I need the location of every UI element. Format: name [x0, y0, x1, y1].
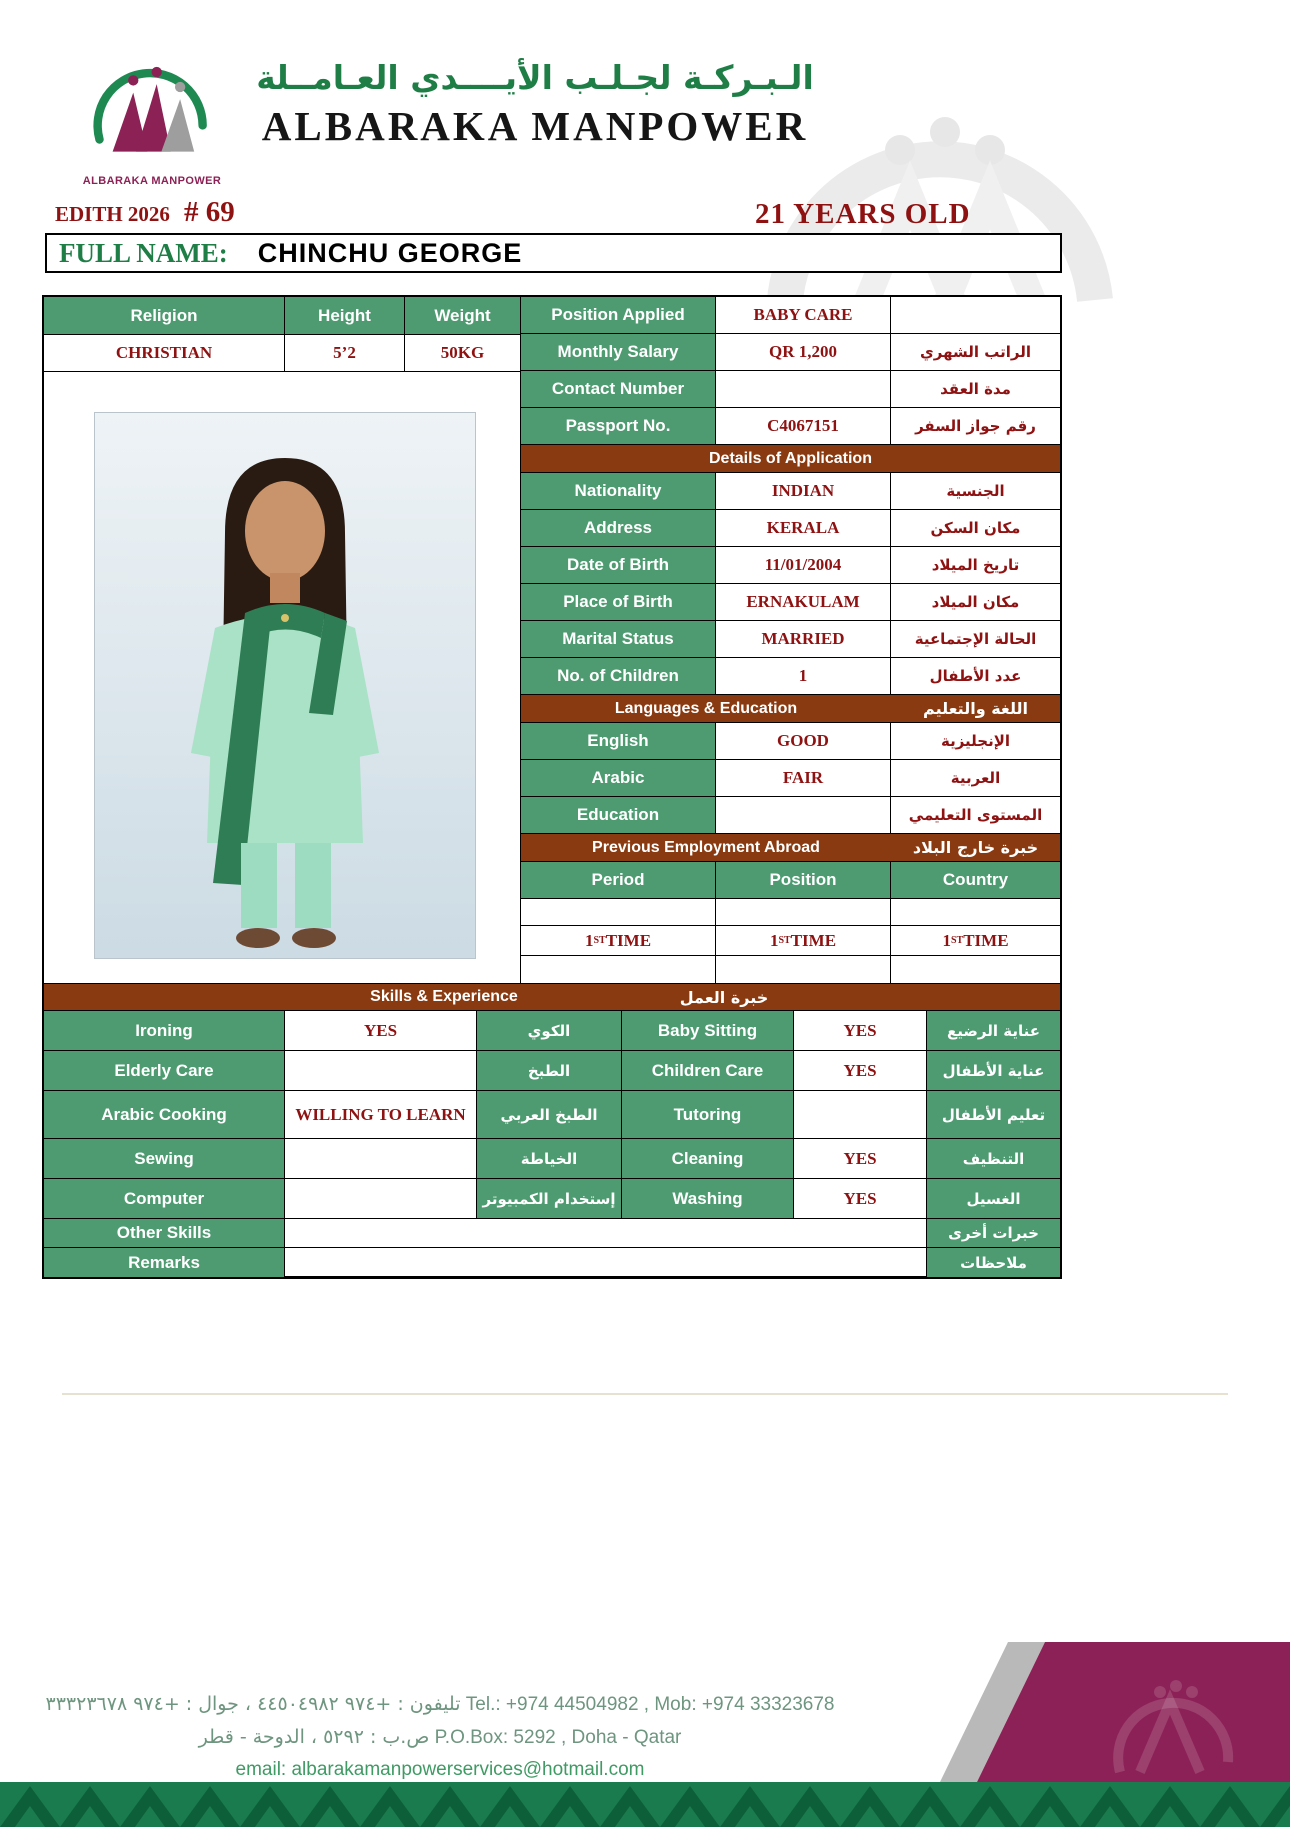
children-value: 1	[716, 658, 891, 695]
other-skills-value	[285, 1219, 927, 1248]
english-label: English	[521, 723, 716, 760]
arabic-cooking-label: Arabic Cooking	[44, 1091, 285, 1139]
header-titles	[235, 58, 835, 150]
details-of-application-banner: Details of Application	[521, 445, 1060, 473]
previous-employment-banner	[521, 834, 1060, 862]
sewing-label: Sewing	[44, 1139, 285, 1179]
elderly-care-arabic: الطبخ	[477, 1051, 622, 1091]
employment-empty-cell	[716, 899, 891, 926]
cleaning-label: Cleaning	[622, 1139, 794, 1179]
employment-empty-cell	[521, 956, 716, 983]
previous-employment-banner-ar: خبرة خارج البلاد	[912, 838, 1039, 857]
full-name-box	[45, 233, 1062, 273]
position-applied-label: Position Applied	[521, 297, 716, 334]
cleaning-value: YES	[794, 1139, 927, 1179]
employment-empty-cell	[521, 899, 716, 926]
first-time-period: 1 ST TIME	[521, 926, 716, 956]
corner-decoration	[820, 1642, 1290, 1782]
sewing-arabic: الخياطة	[477, 1139, 622, 1179]
education-value	[716, 797, 891, 834]
arabic-value: FAIR	[716, 760, 891, 797]
left-panel	[44, 297, 521, 983]
arabic-cooking-value: WILLING TO LEARN	[285, 1091, 477, 1139]
computer-arabic: إستخدام الكمبيوتر	[477, 1179, 622, 1219]
place-of-birth-label: Place of Birth	[521, 584, 716, 621]
footer-pobox-english: P.O.Box: 5292 , Doha - Qatar	[434, 1726, 682, 1748]
children-care-value: YES	[794, 1051, 927, 1091]
contact-number-value	[716, 371, 891, 408]
height-header: Height	[285, 297, 405, 335]
date-of-birth-value: 11/01/2004	[716, 547, 891, 584]
footer-pobox-line	[0, 1725, 880, 1751]
age-label: 21 YEARS OLD	[755, 198, 971, 230]
education-label: Education	[521, 797, 716, 834]
nationality-arabic: الجنسية	[891, 473, 1060, 510]
religion-header: Religion	[44, 297, 285, 335]
weight-value: 50KG	[405, 335, 520, 372]
company-logo	[72, 50, 232, 187]
weight-header: Weight	[405, 297, 520, 335]
position-header: Position	[716, 862, 891, 899]
footer-email: email: albarakamanpowerservices@hotmail.com	[235, 1759, 645, 1781]
monthly-salary-label: Monthly Salary	[521, 334, 716, 371]
address-arabic: مكان السكن	[891, 510, 1060, 547]
place-of-birth-value: ERNAKULAM	[716, 584, 891, 621]
ironing-value: YES	[285, 1011, 477, 1051]
fold-line	[62, 1393, 1228, 1395]
footer-phone-arabic: تليفون : +٩٧٤ ٤٤٥٠٤٩٨٢ ، جوال : +٩٧٤ ٣٣٣٢٣٦٧٨	[45, 1693, 461, 1715]
monthly-salary-value: QR 1,200	[716, 334, 891, 371]
date-of-birth-label: Date of Birth	[521, 547, 716, 584]
date-of-birth-arabic: تاريخ الميلاد	[891, 547, 1060, 584]
arabic-arabic: العربية	[891, 760, 1060, 797]
tutoring-value	[794, 1091, 927, 1139]
passport-no-arabic: رقم جواز السفر	[891, 408, 1060, 445]
applicant-photo	[94, 412, 476, 959]
address-label: Address	[521, 510, 716, 547]
tutoring-arabic: تعليم الأطفال	[927, 1091, 1060, 1139]
nationality-value: INDIAN	[716, 473, 891, 510]
previous-employment-banner-en: Previous Employment Abroad	[592, 838, 820, 856]
other-skills-arabic: خبرات أخرى	[927, 1219, 1060, 1248]
period-header: Period	[521, 862, 716, 899]
contact-number-arabic: مدة العقد	[891, 371, 1060, 408]
english-arabic: الإنجليزية	[891, 723, 1060, 760]
first-time-country: 1 ST TIME	[891, 926, 1060, 956]
elderly-care-label: Elderly Care	[44, 1051, 285, 1091]
footer-contact	[0, 1692, 880, 1790]
baby-sitting-arabic: عناية الرضيع	[927, 1011, 1060, 1051]
baby-sitting-label: Baby Sitting	[622, 1011, 794, 1051]
full-name-label: FULL NAME:	[59, 237, 228, 268]
children-care-label: Children Care	[622, 1051, 794, 1091]
remarks-arabic: ملاحظات	[927, 1248, 1060, 1277]
children-care-arabic: عناية الأطفال	[927, 1051, 1060, 1091]
english-value: GOOD	[716, 723, 891, 760]
children-label: No. of Children	[521, 658, 716, 695]
zigzag-border	[0, 1782, 1290, 1827]
arabic-cooking-arabic: الطبخ العربي	[477, 1091, 622, 1139]
tutoring-label: Tutoring	[622, 1091, 794, 1139]
application-table	[42, 295, 1062, 1279]
contact-number-label: Contact Number	[521, 371, 716, 408]
computer-value	[285, 1179, 477, 1219]
skills-experience-banner	[44, 983, 1060, 1011]
country-header: Country	[891, 862, 1060, 899]
marital-status-label: Marital Status	[521, 621, 716, 658]
other-skills-label: Other Skills	[44, 1219, 285, 1248]
remarks-label: Remarks	[44, 1248, 285, 1277]
footer-phone-line	[0, 1692, 880, 1718]
remarks-value	[285, 1248, 927, 1277]
passport-no-label: Passport No.	[521, 408, 716, 445]
company-logo-icon	[77, 50, 227, 168]
languages-education-banner-ar: اللغة والتعليم	[923, 699, 1028, 718]
place-of-birth-arabic: مكان الميلاد	[891, 584, 1060, 621]
background-watermark	[740, 0, 1170, 330]
passport-no-value: C4067151	[716, 408, 891, 445]
languages-education-banner	[521, 695, 1060, 723]
candidate-number: # 69	[183, 196, 235, 228]
marital-status-arabic: الحالة الإجتماعية	[891, 621, 1060, 658]
height-value: 5’2	[285, 335, 405, 372]
reference-line	[55, 196, 235, 229]
skills-experience-banner-ar: خبرة العمل	[679, 987, 769, 1007]
education-arabic: المستوى التعليمي	[891, 797, 1060, 834]
washing-arabic: الغسيل	[927, 1179, 1060, 1219]
footer-phone-english: Tel.: +974 44504982 , Mob: +974 33323678	[465, 1694, 835, 1715]
skills-experience-banner-en: Skills & Experience	[370, 988, 518, 1005]
elderly-care-value	[285, 1051, 477, 1091]
marital-status-value: MARRIED	[716, 621, 891, 658]
photo-area	[44, 372, 520, 983]
arabic-company-title: الـبـركـة لجـلـب الأيــــدي العـامــلة	[256, 58, 814, 97]
employment-empty-cell	[891, 956, 1060, 983]
footer-pobox-arabic: ص.ب : ٥٢٩٢ ، الدوحة - قطر	[198, 1725, 430, 1748]
children-arabic: عدد الأطفال	[891, 658, 1060, 695]
employment-empty-cell	[891, 899, 1060, 926]
position-applied-arabic	[891, 297, 1060, 334]
languages-education-banner-en: Languages & Education	[614, 699, 798, 717]
washing-label: Washing	[622, 1179, 794, 1219]
employment-empty-cell	[716, 956, 891, 983]
logo-caption: ALBARAKA MANPOWER	[82, 175, 222, 187]
full-name-value: CHINCHU GEORGE	[257, 237, 523, 268]
arabic-label: Arabic	[521, 760, 716, 797]
nationality-label: Nationality	[521, 473, 716, 510]
cleaning-arabic: التنظيف	[927, 1139, 1060, 1179]
first-time-position: 1 ST TIME	[716, 926, 891, 956]
sewing-value	[285, 1139, 477, 1179]
ironing-label: Ironing	[44, 1011, 285, 1051]
edition-label: EDITH 2026	[55, 202, 170, 226]
washing-value: YES	[794, 1179, 927, 1219]
english-company-title: ALBARAKA MANPOWER	[261, 102, 809, 149]
computer-label: Computer	[44, 1179, 285, 1219]
position-applied-value: BABY CARE	[716, 297, 891, 334]
religion-value: CHRISTIAN	[44, 335, 285, 372]
baby-sitting-value: YES	[794, 1011, 927, 1051]
ironing-arabic: الكوي	[477, 1011, 622, 1051]
address-value: KERALA	[716, 510, 891, 547]
right-panel	[521, 297, 1060, 983]
monthly-salary-arabic: الراتب الشهري	[891, 334, 1060, 371]
